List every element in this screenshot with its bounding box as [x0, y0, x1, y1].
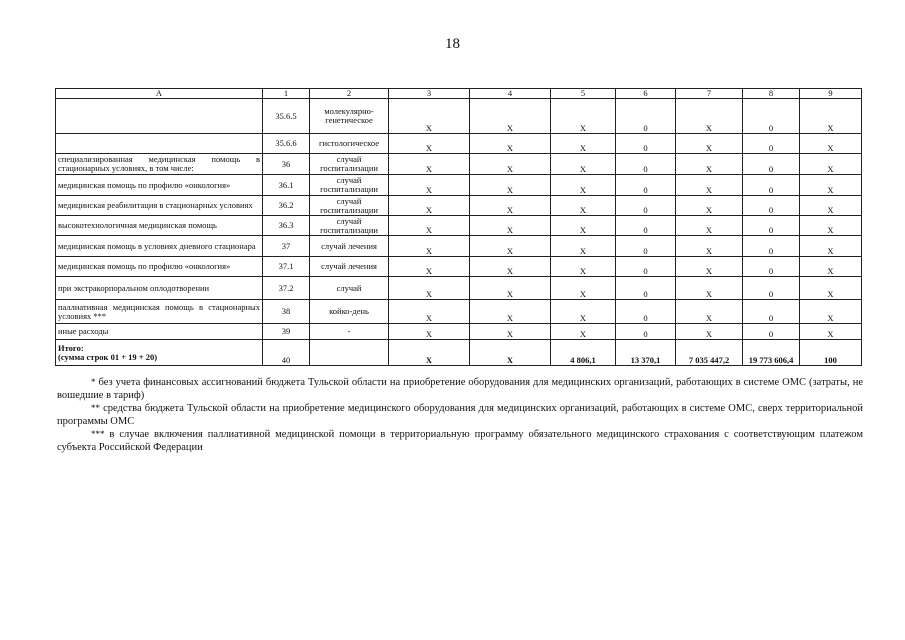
column-header: А: [56, 89, 263, 99]
row-unit: случай госпитализации: [310, 196, 389, 216]
row-unit: [310, 340, 389, 366]
row-code: 37.1: [263, 257, 310, 277]
row-label: медицинская помощь в условиях дневного стационара: [56, 236, 263, 257]
value-cell: Х: [389, 154, 470, 175]
value-cell: 0: [743, 324, 800, 340]
value-cell: Х: [800, 236, 862, 257]
value-cell: Х: [676, 236, 743, 257]
value-cell: 0: [743, 154, 800, 175]
row-label: специализированная медицинская помощь в стационарных условиях, в том числе:: [56, 154, 263, 175]
value-cell: Х: [800, 257, 862, 277]
value-cell: Х: [470, 196, 551, 216]
value-cell: Х: [551, 99, 616, 134]
value-cell: Х: [800, 216, 862, 236]
page-number: 18: [445, 36, 460, 52]
value-cell: Х: [389, 340, 470, 366]
value-cell: Х: [389, 134, 470, 154]
row-unit: гистологическое: [310, 134, 389, 154]
column-header: 9: [800, 89, 862, 99]
footnote: [57, 376, 863, 402]
value-cell: Х: [389, 236, 470, 257]
row-code: 38: [263, 300, 310, 324]
row-unit: случай госпитализации: [310, 154, 389, 175]
row-label: паллиативная медицинская помощь в стационарных условиях ***: [56, 300, 263, 324]
value-cell: Х: [676, 257, 743, 277]
footnote: [57, 402, 863, 428]
value-cell: 0: [743, 134, 800, 154]
row-unit: случай госпитализации: [310, 216, 389, 236]
column-header: 8: [743, 89, 800, 99]
value-cell: 0: [743, 300, 800, 324]
value-cell: Х: [800, 324, 862, 340]
value-cell: Х: [800, 175, 862, 196]
value-cell: Х: [676, 277, 743, 300]
value-cell: Х: [551, 277, 616, 300]
value-cell: 0: [743, 99, 800, 134]
value-cell: Х: [389, 216, 470, 236]
row-unit: молекулярно-генетическое: [310, 99, 389, 134]
footnote-marker: *: [91, 377, 96, 387]
table-row: [56, 154, 862, 175]
row-label: при экстракорпоральном оплодотворении: [56, 277, 263, 300]
value-cell: Х: [389, 175, 470, 196]
row-code: 37.2: [263, 277, 310, 300]
value-cell: 0: [616, 277, 676, 300]
value-cell: Х: [389, 196, 470, 216]
value-cell: Х: [470, 324, 551, 340]
value-cell: Х: [470, 154, 551, 175]
row-label: иные расходы: [56, 324, 263, 340]
value-cell: 0: [743, 196, 800, 216]
row-code: 36: [263, 154, 310, 175]
value-cell: 0: [616, 257, 676, 277]
footnotes: [57, 376, 863, 454]
value-cell: Х: [551, 134, 616, 154]
row-unit: -: [310, 324, 389, 340]
value-cell: Х: [470, 277, 551, 300]
value-cell: 13 370,1: [616, 340, 676, 366]
value-cell: Х: [389, 300, 470, 324]
value-cell: Х: [551, 216, 616, 236]
footnote: [57, 428, 863, 454]
value-cell: 0: [743, 175, 800, 196]
value-cell: Х: [470, 236, 551, 257]
row-code: 36.2: [263, 196, 310, 216]
value-cell: Х: [470, 175, 551, 196]
value-cell: Х: [676, 134, 743, 154]
value-cell: Х: [676, 196, 743, 216]
value-cell: 0: [616, 236, 676, 257]
value-cell: 7 035 447,2: [676, 340, 743, 366]
row-label: медицинская реабилитация в стационарных условиях: [56, 196, 263, 216]
value-cell: Х: [551, 300, 616, 324]
value-cell: 0: [616, 216, 676, 236]
value-cell: Х: [470, 340, 551, 366]
value-cell: 0: [616, 154, 676, 175]
footnote-text: в случае включения паллиативной медицинской помощи в территориальную программу обязательного медицинского страхования с соответствующим платежом субъекта Российской Федерации: [57, 429, 863, 453]
footnote-marker: **: [91, 403, 100, 413]
table-row: [56, 340, 862, 366]
row-label: [56, 99, 263, 134]
value-cell: 0: [616, 99, 676, 134]
value-cell: 0: [616, 175, 676, 196]
value-cell: 0: [616, 196, 676, 216]
row-unit: случай госпитализации: [310, 175, 389, 196]
table-row: [56, 196, 862, 216]
value-cell: Х: [800, 300, 862, 324]
table-row: [56, 99, 862, 134]
column-header: 7: [676, 89, 743, 99]
column-header: 2: [310, 89, 389, 99]
value-cell: Х: [676, 324, 743, 340]
row-label: медицинская помощь по профилю «онкология»: [56, 257, 263, 277]
value-cell: 4 806,1: [551, 340, 616, 366]
footnote-marker: ***: [91, 429, 105, 439]
column-header: 4: [470, 89, 551, 99]
value-cell: Х: [470, 216, 551, 236]
value-cell: Х: [676, 216, 743, 236]
row-label: медицинская помощь по профилю «онкология»: [56, 175, 263, 196]
row-unit: случай лечения: [310, 257, 389, 277]
footnote-text: без учета финансовых ассигнований бюджета Тульской области на приобретение оборудования для медицинских организаций, работающих в системе ОМС (затраты, не вошедшие в тариф): [57, 377, 863, 401]
row-unit: случай: [310, 277, 389, 300]
value-cell: Х: [551, 175, 616, 196]
column-header: 5: [551, 89, 616, 99]
value-cell: 0: [616, 300, 676, 324]
value-cell: Х: [676, 175, 743, 196]
row-unit: случай лечения: [310, 236, 389, 257]
value-cell: 0: [743, 216, 800, 236]
financing-table: [55, 88, 862, 366]
value-cell: Х: [676, 99, 743, 134]
value-cell: Х: [551, 196, 616, 216]
value-cell: Х: [676, 154, 743, 175]
row-label: Итого: (сумма строк 01 + 19 + 20): [56, 340, 263, 366]
table-row: [56, 134, 862, 154]
column-header: 6: [616, 89, 676, 99]
row-code: 40: [263, 340, 310, 366]
value-cell: Х: [470, 134, 551, 154]
value-cell: Х: [389, 277, 470, 300]
table-row: [56, 277, 862, 300]
value-cell: Х: [676, 300, 743, 324]
value-cell: Х: [551, 324, 616, 340]
row-code: 35.6.5: [263, 99, 310, 134]
value-cell: Х: [551, 257, 616, 277]
row-code: 35.6.6: [263, 134, 310, 154]
value-cell: 0: [743, 277, 800, 300]
row-label: [56, 134, 263, 154]
value-cell: Х: [470, 257, 551, 277]
value-cell: Х: [800, 277, 862, 300]
table-row: [56, 257, 862, 277]
row-unit: койко-день: [310, 300, 389, 324]
value-cell: 0: [743, 236, 800, 257]
table-row: [56, 236, 862, 257]
value-cell: Х: [800, 134, 862, 154]
column-header: 3: [389, 89, 470, 99]
value-cell: 0: [616, 324, 676, 340]
value-cell: 100: [800, 340, 862, 366]
value-cell: Х: [800, 196, 862, 216]
row-label: высокотехнологичная медицинская помощь: [56, 216, 263, 236]
value-cell: 19 773 606,4: [743, 340, 800, 366]
value-cell: Х: [470, 300, 551, 324]
value-cell: Х: [470, 99, 551, 134]
table-header-row: [56, 89, 862, 99]
row-code: 36.3: [263, 216, 310, 236]
value-cell: Х: [800, 99, 862, 134]
table-row: [56, 300, 862, 324]
column-header: 1: [263, 89, 310, 99]
value-cell: Х: [389, 324, 470, 340]
value-cell: Х: [551, 236, 616, 257]
row-code: 36.1: [263, 175, 310, 196]
table-row: [56, 216, 862, 236]
row-code: 39: [263, 324, 310, 340]
table-row: [56, 324, 862, 340]
table-row: [56, 175, 862, 196]
value-cell: Х: [551, 154, 616, 175]
footnote-text: средства бюджета Тульской области на приобретение медицинского оборудования для медицинских организаций, работающих в системе ОМС, сверх территориальной программы ОМС: [57, 403, 863, 427]
value-cell: Х: [800, 154, 862, 175]
value-cell: 0: [616, 134, 676, 154]
row-code: 37: [263, 236, 310, 257]
value-cell: 0: [743, 257, 800, 277]
value-cell: Х: [389, 99, 470, 134]
value-cell: Х: [389, 257, 470, 277]
